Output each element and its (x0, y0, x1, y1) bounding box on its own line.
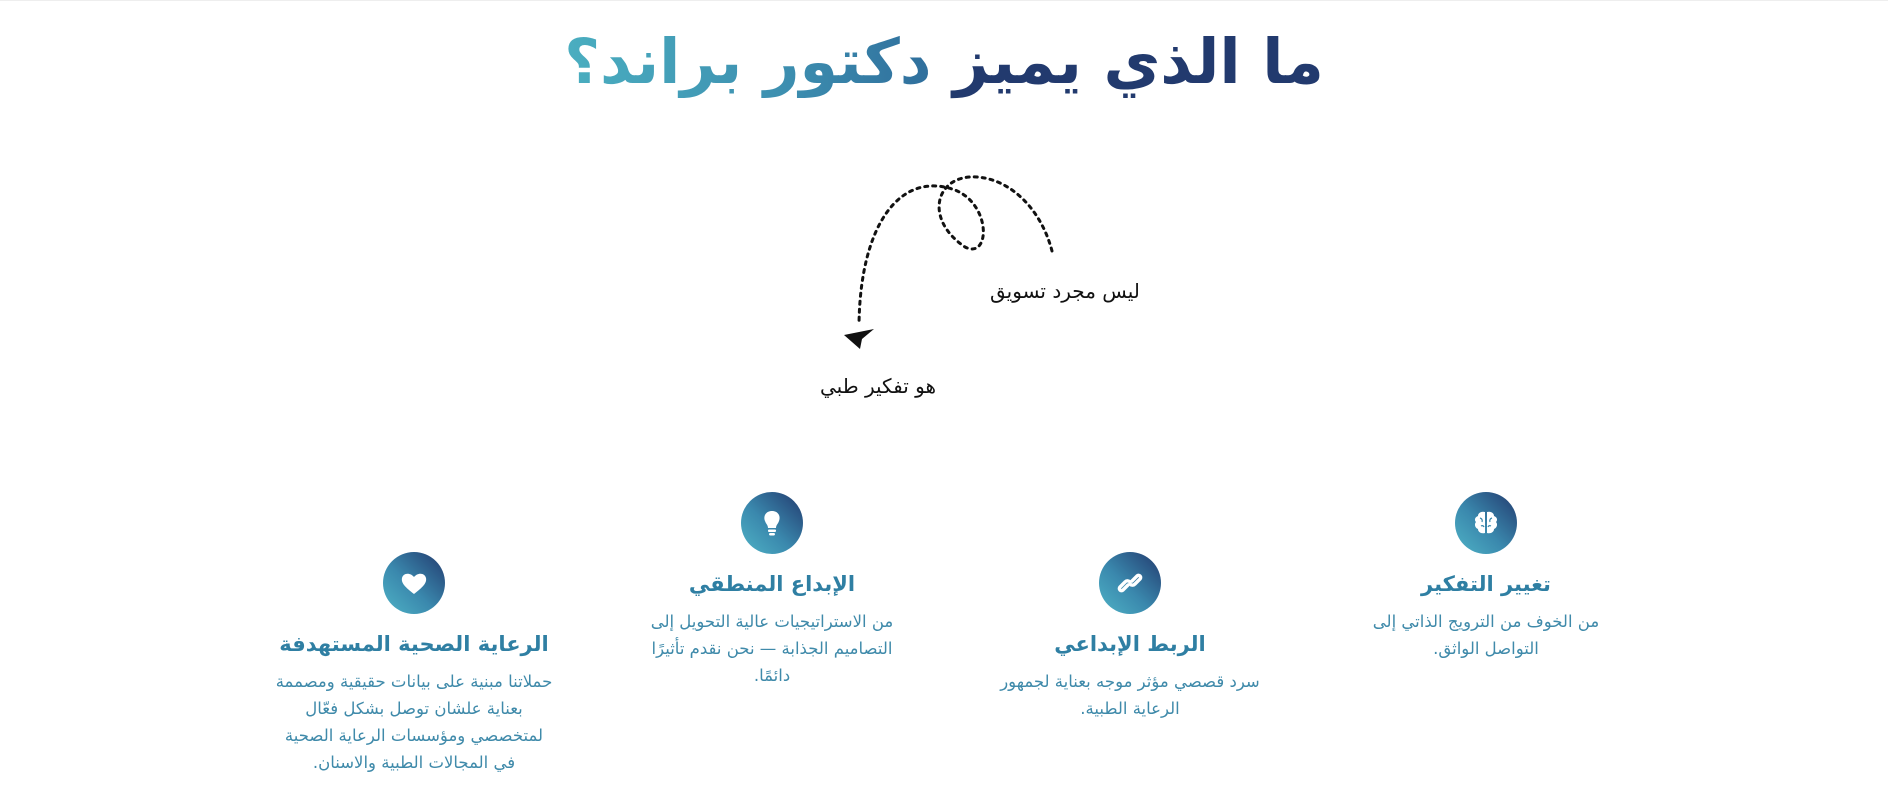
feature-description: من الاستراتيجيات عالية التحويل إلى التصاميم الجذابة — نحن نقدم تأثيرًا دائمًا. (650, 612, 894, 685)
feature-title: تغيير التفكير (1421, 572, 1551, 596)
title-part-dark: ما الذي يميز (953, 25, 1324, 98)
feature-title: الربط الإبداعي (1054, 632, 1206, 656)
title-part-light: دكتور براند؟ (564, 25, 932, 98)
link-icon (1099, 552, 1161, 614)
feature-creative-connection (990, 552, 1270, 722)
sticker-not-just-marketing: ليس مجرد تسويق (990, 279, 1140, 303)
feature-mindset-change (1346, 492, 1626, 662)
feature-title: الرعاية الصحية المستهدفة (279, 632, 549, 656)
section-title (0, 22, 1888, 102)
heart-icon (383, 552, 445, 614)
sticker-medical-thinking: هو تفكير طبي (820, 374, 937, 398)
feature-targeted-healthcare (274, 552, 554, 776)
lightbulb-icon (741, 492, 803, 554)
brain-icon (1455, 492, 1517, 554)
top-divider (0, 0, 1888, 1)
feature-description: حملاتنا مبنية على بيانات حقيقية ومصممة بعناية علشان توصل بشكل فعّال لمتخصصي ومؤسسات الرعاية الصحية في المجالات الطبية والاسنان. (275, 672, 553, 772)
feature-description: من الخوف من الترويج الذاتي إلى التواصل الواثق. (1372, 612, 1600, 658)
dotted-loop-arrow (840, 165, 1080, 355)
feature-logical-creativity (632, 492, 912, 689)
feature-description: سرد قصصي مؤثر موجه بعناية لجمهور الرعاية الطبية. (1000, 672, 1260, 718)
feature-title: الإبداع المنطقي (688, 572, 856, 596)
